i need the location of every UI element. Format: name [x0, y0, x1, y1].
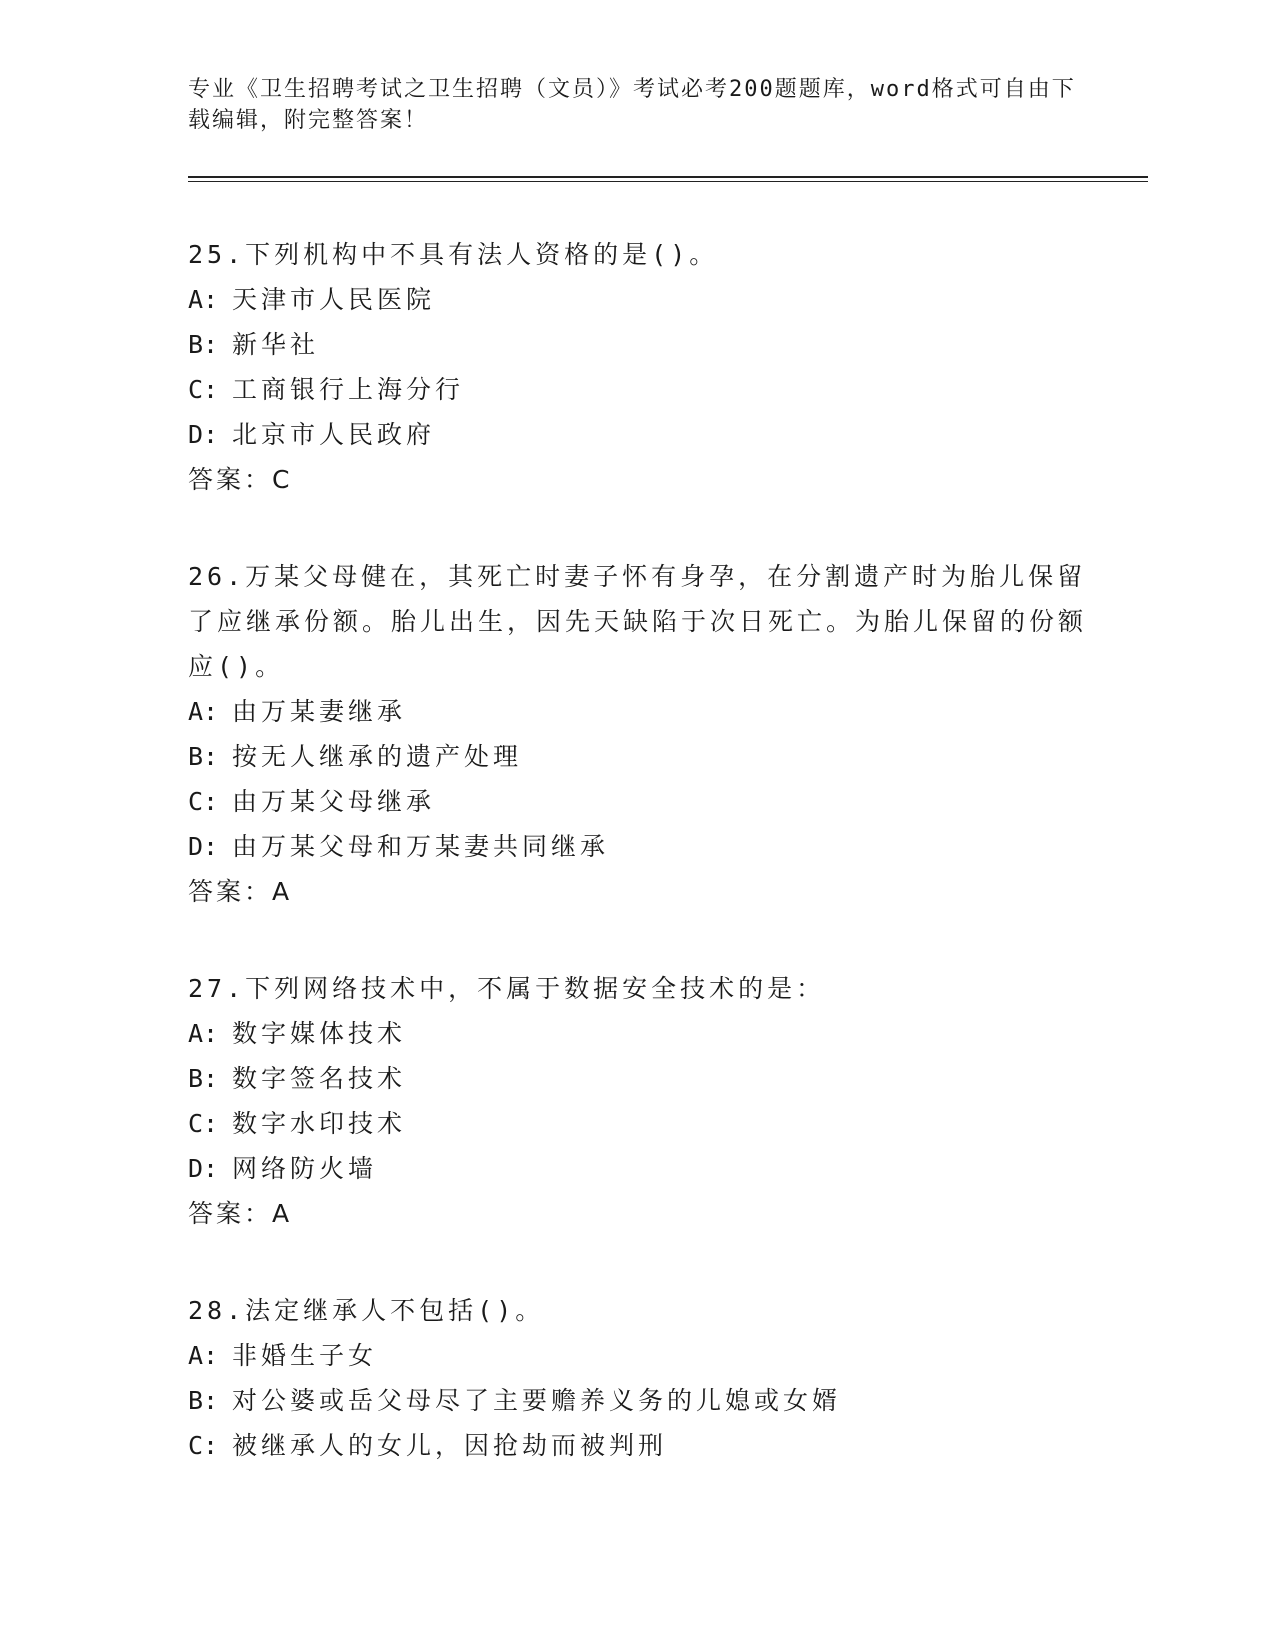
answer-line — [188, 1191, 1088, 1236]
option-text: 网络防火墙 — [232, 1154, 378, 1183]
option-text: 天津市人民医院 — [232, 285, 436, 314]
question-stem: 27.下列网络技术中，不属于数据安全技术的是： — [188, 974, 826, 1003]
option-letter: A: — [188, 697, 219, 726]
option-text: 数字水印技术 — [232, 1109, 407, 1138]
option-text: 工商银行上海分行 — [232, 375, 465, 404]
option-letter: D: — [188, 420, 219, 449]
question-28 — [188, 1288, 1088, 1468]
answer-label: 答案： — [188, 465, 273, 494]
option-c — [188, 1423, 1088, 1468]
header-divider-thin — [188, 181, 1148, 182]
option-letter: B: — [188, 1064, 219, 1093]
answer-line — [188, 457, 1088, 502]
option-letter: D: — [188, 832, 219, 861]
header-divider — [188, 176, 1148, 178]
option-letter: B: — [188, 330, 219, 359]
option-text: 对公婆或岳父母尽了主要赡养义务的儿媳或女婿 — [232, 1386, 842, 1415]
question-26 — [188, 554, 1088, 914]
answer-value: A — [272, 1199, 292, 1228]
question-stem: 28.法定继承人不包括()。 — [188, 1296, 545, 1325]
option-c — [188, 367, 1088, 412]
option-d — [188, 824, 1088, 869]
option-b — [188, 322, 1088, 367]
answer-label: 答案： — [188, 1199, 273, 1228]
option-a — [188, 277, 1088, 322]
answer-value: C — [272, 465, 292, 494]
option-letter: B: — [188, 742, 219, 771]
option-text: 按无人继承的遗产处理 — [232, 742, 523, 771]
option-c — [188, 779, 1088, 824]
option-letter: C: — [188, 375, 219, 404]
option-text: 北京市人民政府 — [232, 420, 436, 449]
option-text: 数字媒体技术 — [232, 1019, 407, 1048]
option-b — [188, 734, 1088, 779]
option-a — [188, 1333, 1088, 1378]
option-letter: D: — [188, 1154, 219, 1183]
question-27 — [188, 966, 1088, 1236]
option-text: 由万某父母和万某妻共同继承 — [232, 832, 610, 861]
option-text: 由万某妻继承 — [232, 697, 407, 726]
answer-value: A — [272, 877, 292, 906]
option-letter: C: — [188, 787, 219, 816]
option-c — [188, 1101, 1088, 1146]
option-text: 被继承人的女儿，因抢劫而被判刑 — [232, 1431, 668, 1460]
option-text: 新华社 — [232, 330, 320, 359]
option-letter: B: — [188, 1386, 219, 1415]
option-text: 数字签名技术 — [232, 1064, 407, 1093]
option-a — [188, 689, 1088, 734]
answer-line — [188, 869, 1088, 914]
option-text: 非婚生子女 — [232, 1341, 378, 1370]
option-text: 由万某父母继承 — [232, 787, 436, 816]
answer-label: 答案： — [188, 877, 273, 906]
option-letter: C: — [188, 1109, 219, 1138]
question-25 — [188, 232, 1088, 502]
option-d — [188, 1146, 1088, 1191]
option-b — [188, 1056, 1088, 1101]
document-intro: 专业《卫生招聘考试之卫生招聘（文员）》考试必考200题题库，word格式可自由下载编辑，附完整答案！ — [188, 77, 1076, 133]
option-letter: A: — [188, 285, 219, 314]
option-letter: A: — [188, 1341, 219, 1370]
option-b — [188, 1378, 1088, 1423]
question-stem: 26.万某父母健在，其死亡时妻子怀有身孕，在分割遗产时为胎儿保留了应继承份额。胎儿出生，因先天缺陷于次日死亡。为胎儿保留的份额应()。 — [188, 562, 1088, 681]
option-d — [188, 412, 1088, 457]
option-letter: C: — [188, 1431, 219, 1460]
question-list — [188, 232, 1088, 1520]
option-letter: A: — [188, 1019, 219, 1048]
question-stem: 25.下列机构中不具有法人资格的是()。 — [188, 240, 719, 269]
option-a — [188, 1011, 1088, 1056]
